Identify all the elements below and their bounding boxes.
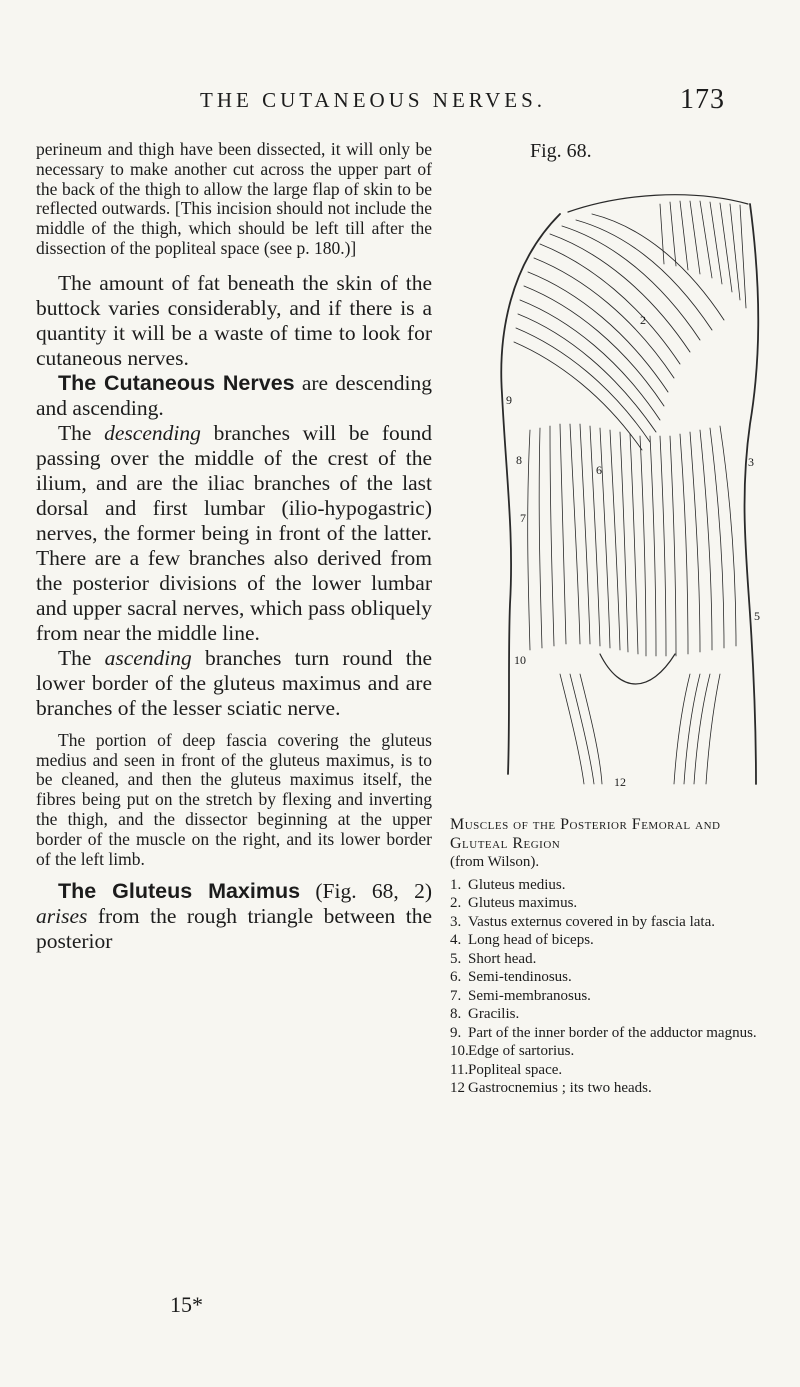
thigh-outline <box>501 214 560 774</box>
gluteus-maximus-muscle <box>514 214 724 450</box>
legend-item: 3. Vastus externus covered in by fascia lata. <box>450 913 715 930</box>
art-number: 8 <box>516 453 522 467</box>
legend-item: 9. Part of the inner border of the adductor magnus. <box>450 1024 757 1041</box>
paragraph-gluteus-maximus: The Gluteus Maximus (Fig. 68, 2) arises from the rough triangle between the posterior <box>36 879 432 954</box>
gastrocnemius-muscle <box>560 674 720 784</box>
art-number: 2 <box>640 313 646 327</box>
paragraph-descending-branches: The descending branches will be found passing over the middle of the crest of the ilium, and are the iliac branches of the last dorsal and first lumbar (ilio-hypogastric) nerves, the former being in front of the latter. There are a few branches also derived from the posterior divisions of the lower lumbar and upper sacral nerves, which pass obliquely from near the middle line. <box>36 420 432 645</box>
legend-item: 10. Edge of sartorius. <box>450 1043 575 1059</box>
signature-mark: 15* <box>170 1292 203 1317</box>
hamstring-muscles <box>528 424 736 656</box>
legend-item: 12 Gastrocnemius ; its two heads. <box>450 1080 652 1096</box>
gluteus-medius-muscle <box>660 201 746 308</box>
art-number: 3 <box>748 455 754 469</box>
legend-item: 6. Semi-tendinosus. <box>450 969 572 985</box>
paragraph-fat-amount: The amount of fat beneath the skin of the buttock varies considerably, and if there is a quantity it will be a waste of time to look for cutaneous nerves. <box>36 270 432 370</box>
anatomical-illustration <box>450 174 780 794</box>
page-number: 173 <box>680 84 725 115</box>
art-number: 6 <box>596 463 602 477</box>
figure-caption <box>450 816 780 1098</box>
art-number: 5 <box>754 609 760 623</box>
paragraph-deep-fascia: The portion of deep fascia covering the gluteus medius and seen in front of the gluteus maximus, is to be cleaned, and then the gluteus maximus itself, the fibres being put on the stretch by flexing and inverting the thigh, and the dissector beginning at the upper border of the muscle on the right, and its lower border of the left limb. <box>36 729 432 869</box>
popliteal-space <box>600 654 675 684</box>
running-header <box>0 84 800 116</box>
term-descending: descending <box>104 420 201 445</box>
legend-item: 5. Short head. <box>450 950 537 967</box>
term-arises: arises <box>36 904 88 929</box>
legend-item: 1. Gluteus medius. <box>450 876 566 893</box>
legend-item: 8. Gracilis. <box>450 1006 520 1022</box>
art-number: 10 <box>514 653 526 667</box>
cutaneous-nerves-text: are descending and ascending. <box>36 370 433 420</box>
heading-cutaneous-nerves: The Cutaneous Nerves <box>58 370 295 395</box>
paragraph-ascending-branches: The ascending branches turn round the lower border of the gluteus maximus and are branches of the lesser sciatic nerve. <box>36 645 432 720</box>
heading-gluteus-maximus: The Gluteus Maximus <box>58 879 301 904</box>
art-number: 12 <box>614 775 626 789</box>
legend-item: 11. Popliteal space. <box>450 1061 563 1078</box>
term-ascending: ascending <box>104 645 192 670</box>
art-number: 7 <box>520 511 526 525</box>
legend-item: 7. Semi-membranosus. <box>450 987 591 1004</box>
caption-source: (from Wilson). <box>450 854 540 870</box>
legend-item: 2. Gluteus maximus. <box>450 895 578 911</box>
running-title: THE CUTANEOUS NERVES. <box>200 88 547 112</box>
thigh-outline-right <box>745 204 759 784</box>
main-text-column <box>36 140 432 954</box>
figure-legend <box>450 876 780 1098</box>
paragraph-dissection-note: perineum and thigh have been dissected, it will only be necessary to make another cut across the upper part of the back of the thigh to allow the large flap of skin to be reflected outwards. [This incision should not include the middle of the thigh, which should be left till after the dissection of the popliteal space (see p. 180.)] <box>36 139 432 258</box>
caption-title: Muscles of the Posterior Femoral and Gluteal Region <box>450 816 721 852</box>
paragraph-cutaneous-nerves <box>36 371 432 421</box>
legend-item: 4. Long head of biceps. <box>450 932 594 948</box>
art-number: 9 <box>506 393 512 407</box>
figure-label: Fig. 68. <box>530 140 592 162</box>
